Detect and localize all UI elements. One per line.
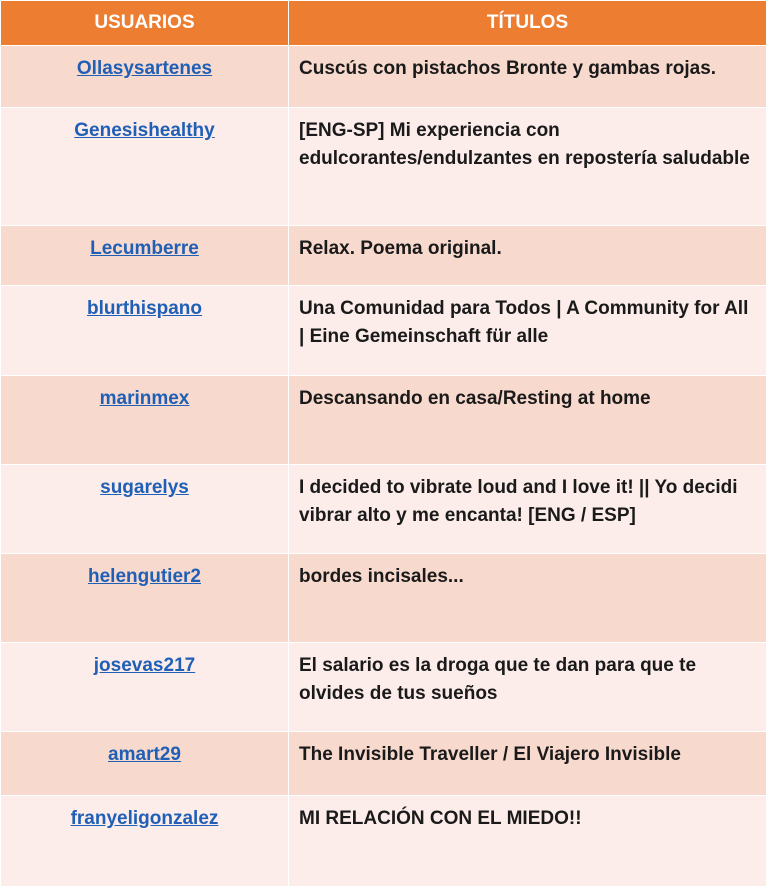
user-link[interactable]: marinmex	[99, 388, 190, 409]
table-row	[1, 226, 767, 286]
post-title: I decided to vibrate loud and I love it! || Yo decidi vibrar alto y me encanta! [ENG / ESP]	[289, 465, 767, 554]
user-link[interactable]: Ollasysartenes	[76, 58, 213, 79]
user-link[interactable]: franyeligonzalez	[70, 808, 219, 829]
user-link[interactable]: helengutier2	[88, 566, 201, 587]
user-link[interactable]: Genesishealthy	[74, 120, 215, 141]
user-link[interactable]: amart29	[108, 744, 181, 765]
post-title: MI RELACIÓN CON EL MIEDO!!	[289, 796, 767, 887]
table-row	[1, 376, 767, 465]
table-row	[1, 286, 767, 376]
table-row	[1, 643, 767, 732]
post-title: [ENG-SP] Mi experiencia con edulcorantes/endulzantes en repostería saludable	[289, 108, 767, 226]
table-row	[1, 46, 767, 108]
user-link[interactable]: Lecumberre	[90, 238, 199, 259]
table-row	[1, 554, 767, 643]
table-row	[1, 465, 767, 554]
table-row	[1, 732, 767, 796]
post-title: Descansando en casa/Resting at home	[289, 376, 767, 465]
user-link[interactable]: sugarelys	[100, 477, 189, 498]
table-row	[1, 796, 767, 887]
post-title: Cuscús con pistachos Bronte y gambas rojas.	[289, 46, 767, 108]
post-title: El salario es la droga que te dan para que te olvides de tus sueños	[289, 643, 767, 732]
header-users: USUARIOS	[1, 1, 289, 46]
post-title: Una Comunidad para Todos | A Community for All | Eine Gemeinschaft für alle	[289, 286, 767, 376]
user-link[interactable]: blurthispano	[86, 298, 203, 319]
post-title: bordes incisales...	[289, 554, 767, 643]
post-title: The Invisible Traveller / El Viajero Invisible	[289, 732, 767, 796]
header-row	[1, 1, 767, 46]
table-row	[1, 108, 767, 226]
header-titles: TÍTULOS	[289, 1, 767, 46]
user-link[interactable]: josevas217	[93, 655, 196, 676]
post-title: Relax. Poema original.	[289, 226, 767, 286]
